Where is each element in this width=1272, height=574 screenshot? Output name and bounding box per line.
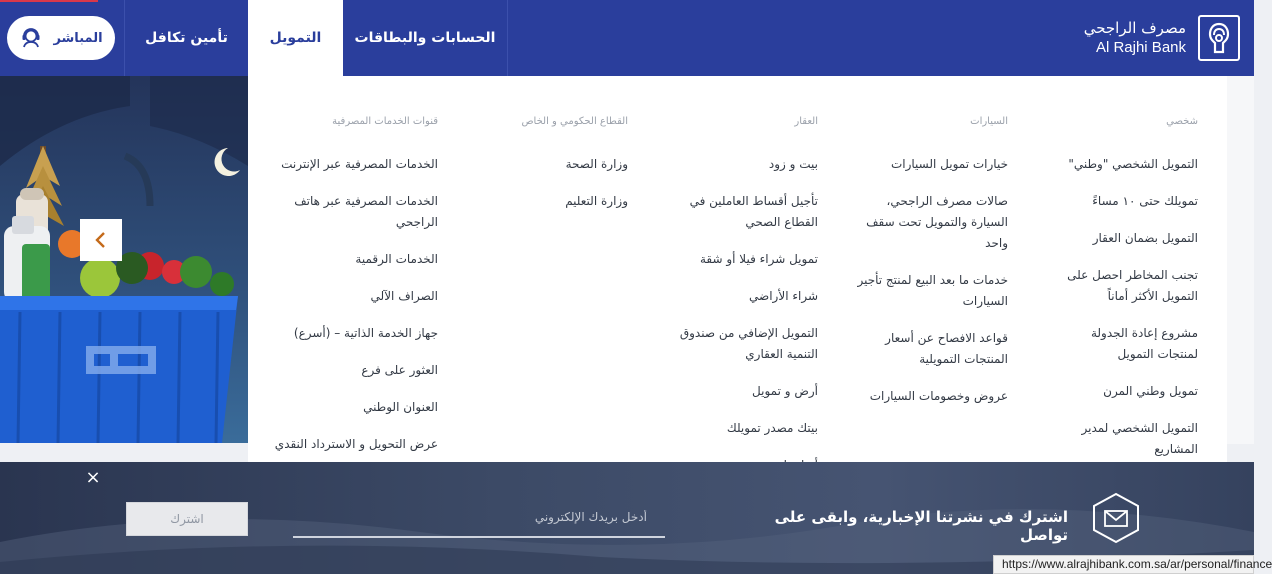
menu-item[interactable]: شراء الأراضي (749, 289, 818, 303)
menu-item[interactable]: قواعد الافصاح عن أسعار المنتجات التمويلية (885, 331, 1008, 366)
menu-column-title: السيارات (970, 116, 1008, 127)
banner-prev-button[interactable] (80, 219, 122, 261)
menu-item[interactable]: الخدمات الرقمية (355, 252, 438, 266)
promo-banner[interactable] (0, 76, 248, 443)
nav-divider (507, 0, 508, 76)
menu-item[interactable]: تأجيل أقساط العاملين في القطاع الصحي (689, 194, 818, 229)
menu-item[interactable]: الخدمات المصرفية عبر هاتف الراجحي (294, 194, 438, 229)
menu-item[interactable]: التمويل الشخصي "وطني" (1068, 157, 1198, 171)
ramadan-basket-artwork (0, 76, 248, 443)
live-chat-label: المباشر (53, 30, 103, 46)
menu-column-government-private (508, 116, 628, 228)
brand-logo-link[interactable] (1084, 12, 1240, 64)
menu-item[interactable]: وزارة التعليم (565, 194, 628, 208)
menu-column-title: القطاع الحكومي و الخاص (521, 116, 628, 127)
nav-financing[interactable]: التمويل (248, 0, 343, 76)
chevron-left-icon (94, 231, 108, 249)
nav-accounts-cards[interactable]: الحسابات والبطاقات (354, 30, 496, 46)
menu-item[interactable]: خدمات ما بعد البيع لمنتج تأجير السيارات (857, 273, 1008, 308)
menu-column-personal (1050, 116, 1198, 476)
menu-item[interactable]: الخدمات المصرفية عبر الإنترنت (281, 157, 438, 171)
menu-item[interactable]: مشروع إعادة الجدولة لمنتجات التمويل (1090, 326, 1198, 361)
live-agent-icon (19, 26, 43, 50)
menu-column-banking-channels (270, 116, 438, 471)
menu-item[interactable]: أرض و تمويل (752, 384, 818, 398)
page-background-strip (1227, 76, 1254, 444)
nav-divider (124, 0, 125, 76)
subscribe-button[interactable]: اشترك (126, 502, 248, 536)
envelope-icon (1090, 492, 1142, 544)
accent-stripe (0, 0, 98, 2)
menu-column-title: قنوات الخدمات المصرفية (332, 116, 438, 127)
top-navigation-bar (0, 0, 1254, 76)
menu-item[interactable]: العثور على فرع (361, 363, 438, 377)
nav-takaful-insurance[interactable]: تأمين تكافل (145, 30, 228, 46)
newsletter-email-input[interactable] (293, 498, 665, 538)
menu-item[interactable]: صالات مصرف الراجحي، السيارة والتمويل تحت سقف واحد (866, 194, 1008, 250)
menu-item[interactable]: التمويل الشخصي لمدير المشاريع (1081, 421, 1198, 456)
menu-item[interactable]: جهاز الخدمة الذاتية – (أسرع) (293, 326, 438, 340)
menu-item[interactable]: بيتك مصدر تمويلك (726, 421, 818, 435)
menu-item[interactable]: تمويلك حتى ١٠ مساءً (1092, 194, 1198, 208)
live-chat-button[interactable] (7, 16, 115, 60)
menu-item[interactable]: العنوان الوطني (363, 400, 438, 414)
menu-item[interactable]: وزارة الصحة (565, 157, 628, 171)
financing-mega-menu (248, 76, 1227, 462)
menu-item[interactable]: عرض التحويل و الاسترداد النقدي (274, 437, 438, 451)
menu-item[interactable]: تمويل وطني المرن (1103, 384, 1198, 398)
menu-column-title: العقار (794, 116, 818, 127)
brand-name-english: Al Rajhi Bank (1095, 39, 1186, 56)
menu-item[interactable]: الصراف الآلي (370, 289, 438, 303)
menu-column-cars (848, 116, 1008, 423)
newsletter-heading: اشترك في نشرتنا الإخبارية، وابقى على تواصل (774, 508, 1068, 544)
menu-column-real-estate (668, 116, 818, 492)
menu-column-title: شخصي (1166, 116, 1198, 127)
menu-item[interactable]: عروض وخصومات السيارات (869, 389, 1008, 403)
browser-status-url: https://www.alrajhibank.com.sa/ar/personal/finance (993, 555, 1254, 574)
newsletter-close-button[interactable]: × (85, 467, 101, 488)
menu-item[interactable]: بيت و زود (768, 157, 818, 171)
menu-item[interactable]: التمويل بضمان العقار (1092, 231, 1198, 245)
menu-item[interactable]: تجنب المخاطر احصل على التمويل الأكثر أماناً (1067, 268, 1198, 303)
menu-item[interactable]: خيارات تمويل السيارات (890, 157, 1008, 171)
al-rajhi-logo-icon (1198, 15, 1240, 61)
menu-item[interactable]: تمويل شراء فيلا أو شقة (699, 252, 818, 266)
menu-item[interactable]: التمويل الإضافي من صندوق التنمية العقاري (679, 326, 818, 361)
brand-name-arabic: مصرف الراجحي (1083, 19, 1186, 37)
